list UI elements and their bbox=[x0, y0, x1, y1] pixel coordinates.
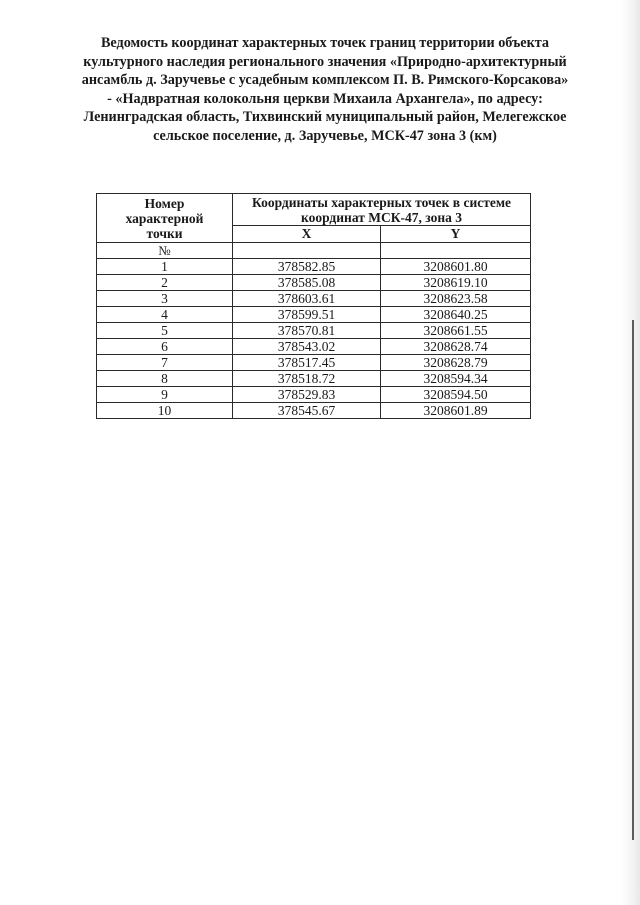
y-coordinate-cell: 3208601.80 bbox=[381, 259, 531, 275]
y-coordinate-cell: 3208619.10 bbox=[381, 275, 531, 291]
point-number-cell: 10 bbox=[97, 403, 233, 419]
title-line: Ленинградская область, Тихвинский муниципальный район, Мелегежское bbox=[83, 109, 567, 125]
header-point-line: точки bbox=[146, 225, 183, 241]
x-coordinate-cell: 378529.83 bbox=[233, 387, 381, 403]
table-row bbox=[97, 339, 531, 355]
header-coordinates bbox=[233, 194, 531, 226]
x-coordinate-cell: 378582.85 bbox=[233, 259, 381, 275]
table-body bbox=[97, 259, 531, 419]
x-coordinate-cell: 378603.61 bbox=[233, 291, 381, 307]
header-point-line: характерной bbox=[125, 210, 204, 226]
y-coordinate-cell: 3208601.89 bbox=[381, 403, 531, 419]
y-coordinate-cell: 3208661.55 bbox=[381, 323, 531, 339]
y-coordinate-cell: 3208640.25 bbox=[381, 307, 531, 323]
header-y: Y bbox=[381, 226, 531, 243]
header-coords-line: координат МСК-47, зона 3 bbox=[301, 209, 462, 225]
point-number-cell: 2 bbox=[97, 275, 233, 291]
header-x: X bbox=[233, 226, 381, 243]
x-coordinate-cell: 378585.08 bbox=[233, 275, 381, 291]
empty-cell bbox=[233, 243, 381, 259]
table-row bbox=[97, 307, 531, 323]
table-row bbox=[97, 371, 531, 387]
table-row bbox=[97, 403, 531, 419]
y-coordinate-cell: 3208628.74 bbox=[381, 339, 531, 355]
x-coordinate-cell: 378545.67 bbox=[233, 403, 381, 419]
x-coordinate-cell: 378517.45 bbox=[233, 355, 381, 371]
x-coordinate-cell: 378599.51 bbox=[233, 307, 381, 323]
title-line: культурного наследия регионального значения «Природно-архитектурный bbox=[83, 53, 567, 70]
empty-cell bbox=[381, 243, 531, 259]
table-row bbox=[97, 275, 531, 291]
point-number-cell: 5 bbox=[97, 323, 233, 339]
point-number-cell: 7 bbox=[97, 355, 233, 371]
table-header-row bbox=[97, 194, 531, 226]
table-row bbox=[97, 355, 531, 371]
title-line: - «Надвратная колокольня церкви Михаила Архангела», по адресу: bbox=[107, 90, 543, 107]
scan-edge-line bbox=[632, 320, 634, 840]
header-point-line: Номер bbox=[144, 195, 185, 211]
y-coordinate-cell: 3208623.58 bbox=[381, 291, 531, 307]
title-line: Ведомость координат характерных точек границ территории объекта bbox=[100, 35, 550, 51]
header-coords-line: Координаты характерных точек в системе bbox=[251, 194, 512, 210]
x-coordinate-cell: 378570.81 bbox=[233, 323, 381, 339]
title-line: ансамбль д. Заручевье с усадебным комплексом П. В. Римского-Корсакова» bbox=[81, 72, 569, 88]
point-number-cell: 6 bbox=[97, 339, 233, 355]
y-coordinate-cell: 3208594.50 bbox=[381, 387, 531, 403]
table-row bbox=[97, 323, 531, 339]
point-number-cell: 3 bbox=[97, 291, 233, 307]
document-title bbox=[60, 34, 590, 145]
x-coordinate-cell: 378518.72 bbox=[233, 371, 381, 387]
table-row bbox=[97, 291, 531, 307]
y-coordinate-cell: 3208594.34 bbox=[381, 371, 531, 387]
point-number-cell: 8 bbox=[97, 371, 233, 387]
table-row bbox=[97, 387, 531, 403]
table-symbol-row bbox=[97, 243, 531, 259]
point-number-cell: 1 bbox=[97, 259, 233, 275]
header-point-symbol: № bbox=[97, 243, 233, 259]
x-coordinate-cell: 378543.02 bbox=[233, 339, 381, 355]
title-line: сельское поселение, д. Заручевье, МСК-47 зона 3 (км) bbox=[153, 127, 497, 144]
point-number-cell: 4 bbox=[97, 307, 233, 323]
coordinates-table bbox=[96, 193, 531, 419]
point-number-cell: 9 bbox=[97, 387, 233, 403]
header-point-number bbox=[97, 194, 233, 243]
y-coordinate-cell: 3208628.79 bbox=[381, 355, 531, 371]
table-row bbox=[97, 259, 531, 275]
